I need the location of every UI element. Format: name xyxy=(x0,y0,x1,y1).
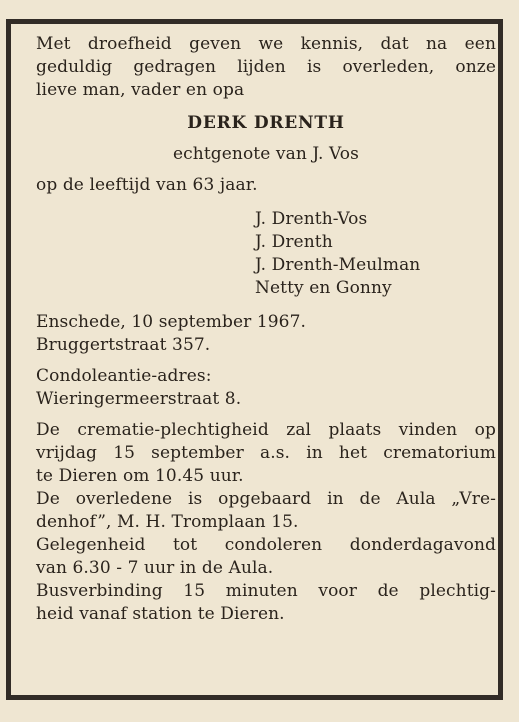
spouse-line: echtgenote van J. Vos xyxy=(173,144,359,164)
intro-line-3: lieve man, vader en opa xyxy=(36,80,245,100)
deceased-name: DERK DRENTH xyxy=(187,113,345,133)
condolence-label: Condoleantie-adres: xyxy=(36,366,212,386)
ceremony-line-2: vrijdag 15 september a.s. in het crematorium xyxy=(36,443,496,463)
family-member-4: Netty en Gonny xyxy=(255,278,392,298)
age-line: op de leeftijd van 63 jaar. xyxy=(36,175,258,195)
family-member-1: J. Drenth-Vos xyxy=(255,209,368,229)
death-notice xyxy=(36,33,496,626)
condolence-time-line-1: Gelegenheid tot condoleren donderdagavond xyxy=(36,535,496,555)
ceremony-line-3: te Dieren om 10.45 uur. xyxy=(36,466,244,486)
bus-line-2: heid vanaf station te Dieren. xyxy=(36,604,285,624)
intro-line-2: geduldig gedragen lijden is overleden, onze xyxy=(36,57,496,77)
condolence-time-line-2: van 6.30 - 7 uur in de Aula. xyxy=(36,558,274,578)
place-date: Enschede, 10 september 1967. xyxy=(36,312,307,332)
intro-line-1: Met droefheid geven we kennis, dat na een xyxy=(36,34,496,54)
laid-out-line-2: denhof”, M. H. Tromplaan 15. xyxy=(36,512,299,532)
ceremony-line-1: De crematie-plechtigheid zal plaats vinden op xyxy=(36,420,496,440)
condolence-address: Wieringermeerstraat 8. xyxy=(36,389,242,409)
bus-line-1: Busverbinding 15 minuten voor de plechtig- xyxy=(36,581,496,601)
laid-out-line-1: De overledene is opgebaard in de Aula „Vre- xyxy=(36,489,496,509)
home-address: Bruggertstraat 357. xyxy=(36,335,211,355)
family-member-2: J. Drenth xyxy=(255,232,333,252)
family-member-3: J. Drenth-Meulman xyxy=(255,255,421,275)
